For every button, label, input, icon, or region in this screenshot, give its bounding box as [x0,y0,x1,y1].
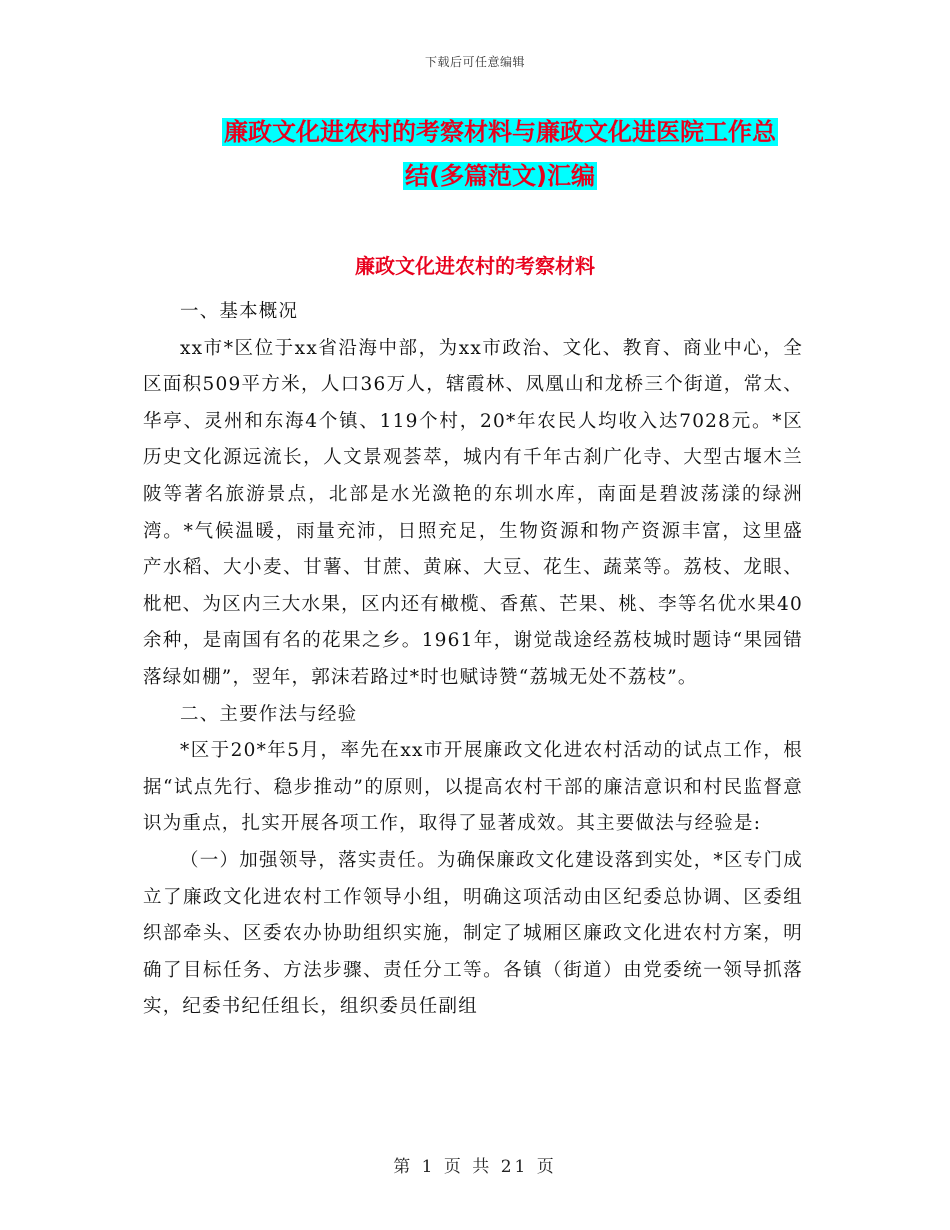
section-title: 廉政文化进农村的考察材料 [355,254,595,278]
paragraph-overview: xx市*区位于xx省沿海中部，为xx市政治、文化、教育、商业中心，全区面积509平方米，人口36万人，辖霞林、凤凰山和龙桥三个街道，常太、华亭、灵州和东海4个镇、119个村，20*年农民人均收入达7028元。*区历史文化源远流长，人文景观荟萃，城内有千年古刹广化寺、大型古堰木兰陂等著名旅游景点，北部是水光潋艳的东圳水库，南面是碧波荡漾的绿洲湾。*气候温暖，雨量充沛，日照充足，生物资源和物产资源丰富，这里盛产水稻、大小麦、甘薯、甘蔗、黄麻、大豆、花生、蔬菜等。荔枝、龙眼、枇杷、为区内三大水果，区内还有橄榄、香蕉、芒果、桃、李等名优水果40余种，是南国有名的花果之乡。1961年，谢觉哉途经荔枝城时题诗“果园错落绿如棚”，翌年，郭沫若路过*时也赋诗赞“荔城无处不荔枝”。 [143,337,803,688]
paragraph-practices-intro: *区于20*年5月，率先在xx市开展廉政文化进农村活动的试点工作，根据“试点先行、稳步推动”的原则，以提高农村干部的廉洁意识和村民监督意识为重点，扎实开展各项工作，取得了显著成效。其主要做法与经验是: [143,740,803,835]
heading-basic-overview: 一、基本概况 [180,301,299,322]
header-note: 下载后可任意编辑 [424,55,525,69]
title-line-2: 结(多篇范文)汇编 [405,162,595,190]
document-title [130,110,870,198]
heading-main-practices: 二、主要作法与经验 [180,703,358,725]
page-footer: 第 1 页 共 21 页 [393,1157,557,1177]
paragraph-leadership: （一）加强领导，落实责任。为确保廉政文化建设落到实处，*区专门成立了廉政文化进农村工作领导小组，明确这项活动由区纪委总协调、区委组织部牵头、区委农办协助组织实施，制定了城厢区廉政文化进农村方案，明确了目标任务、方法步骤、责任分工等。各镇（街道）由党委统一领导抓落实，纪委书纪任组长，组织委员任副组 [143,849,803,1018]
title-line-1: 廉政文化进农村的考察材料与廉政文化进医院工作总 [224,118,776,146]
document-body [143,294,803,1026]
